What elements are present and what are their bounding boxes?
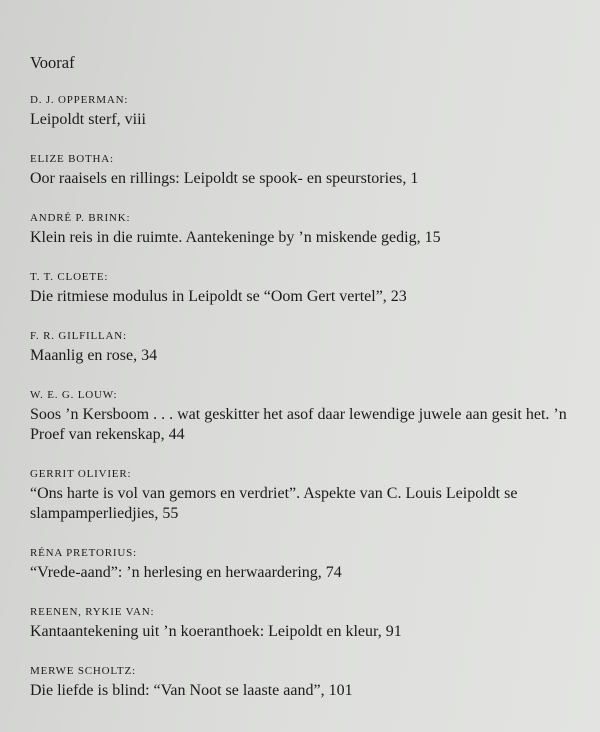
toc-entry	[30, 546, 585, 583]
entry-author: T. T. CLOETE:	[30, 271, 109, 283]
entry-author: MERWE SCHOLTZ:	[30, 665, 136, 677]
entry-title: Die ritmiese modulus in Leipoldt se “Oom Gert vertel”, 23	[30, 288, 407, 305]
entry-author: D. J. OPPERMAN:	[30, 94, 129, 106]
entry-author: REENEN, RYKIE VAN:	[30, 606, 155, 618]
entry-title: Oor raaisels en rillings: Leipoldt se spook- en speurstories, 1	[30, 170, 419, 187]
entry-author: ANDRÉ P. BRINK:	[30, 212, 131, 224]
entry-author: GERRIT OLIVIER:	[30, 468, 132, 480]
toc-entry	[30, 664, 585, 701]
entry-title: Kantaantekening uit ’n koeranthoek: Leipoldt en kleur, 91	[30, 623, 402, 640]
toc-entry	[30, 388, 585, 445]
toc-entry	[30, 605, 585, 642]
entry-title: Maanlig en rose, 34	[30, 347, 158, 364]
table-of-contents	[30, 53, 585, 723]
entry-author: ELIZE BOTHA:	[30, 153, 114, 165]
toc-entry	[30, 211, 585, 248]
entry-author: F. R. GILFILLAN:	[30, 330, 127, 342]
entry-title: Klein reis in die ruimte. Aantekeninge by ’n miskende gedig, 15	[30, 229, 441, 246]
entry-author: RÉNA PRETORIUS:	[30, 547, 137, 559]
entry-title: Leipoldt sterf, viii	[30, 111, 146, 128]
entry-author: W. E. G. LOUW:	[30, 389, 118, 401]
toc-entry	[30, 467, 585, 524]
toc-entry	[30, 152, 585, 189]
entry-title: “Vrede-aand”: ’n herlesing en herwaardering, 74	[30, 564, 342, 581]
page-heading: Vooraf	[30, 53, 75, 72]
toc-entry	[30, 93, 585, 130]
toc-entry	[30, 270, 585, 307]
toc-entry	[30, 329, 585, 366]
entry-title: “Ons harte is vol van gemors en verdriet”. Aspekte van C. Louis Leipoldt se slampamperliedjies, 55	[30, 485, 518, 522]
entry-title: Die liefde is blind: “Van Noot se laaste aand”, 101	[30, 682, 353, 699]
entry-title: Soos ’n Kersboom . . . wat geskitter het asof daar lewendige juwele aan gesit het. ’n Proef van rekenskap, 44	[30, 406, 567, 443]
